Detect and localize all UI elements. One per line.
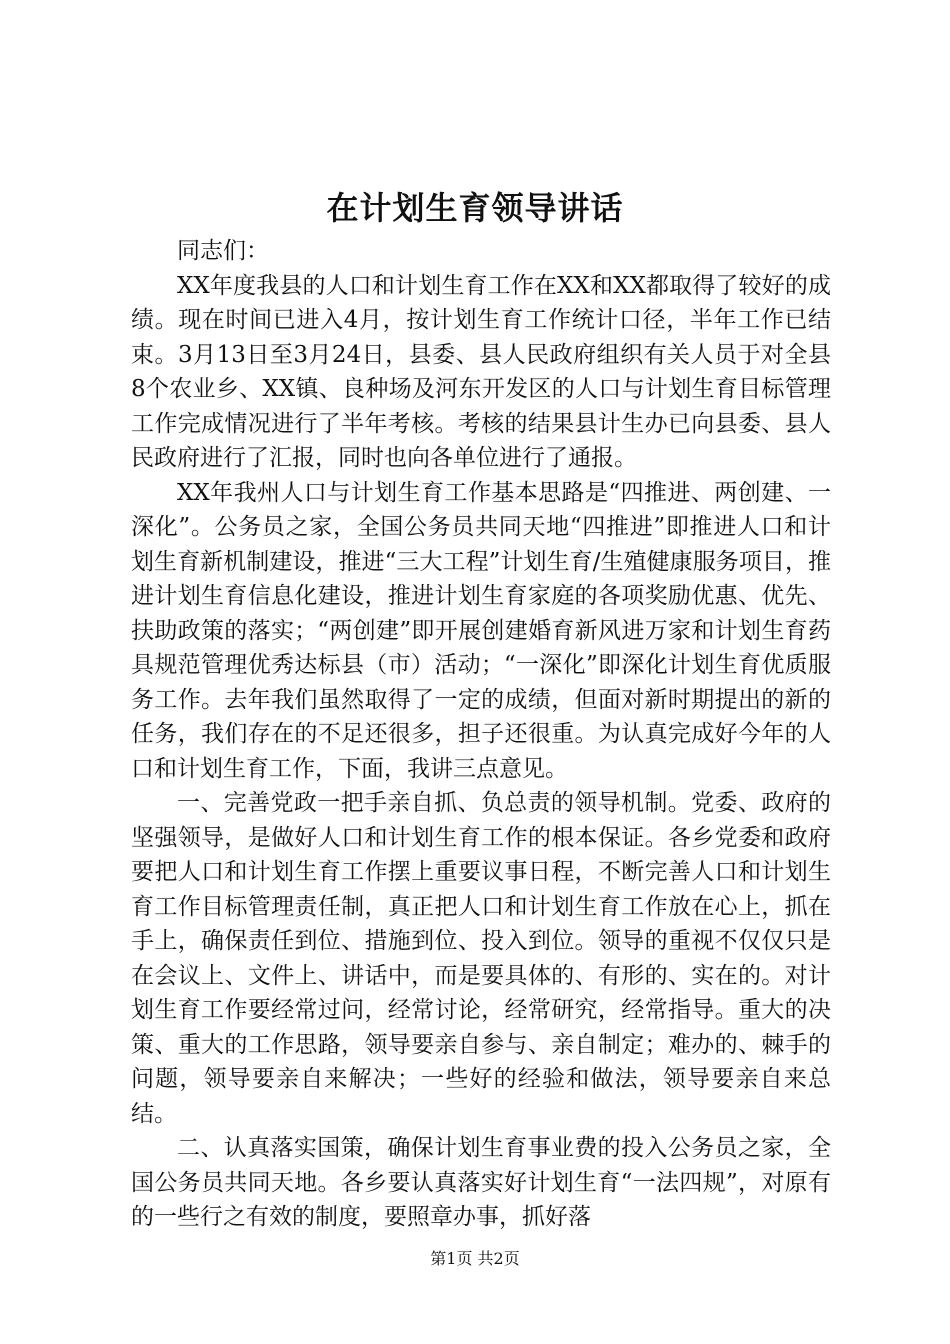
- body-paragraph: XX年我州人口与计划生育工作基本思路是“四推进、两创建、一深化”。公务员之家，全国公务员共同天地“四推进”即推进人口和计划生育新机制建设，推进“三大工程”计划生育/生殖健康服务项目，推进计划生育信息化建设，推进计划生育家庭的各项奖励优惠、优先、扶助政策的落实；“两创建”即开展创建婚育新风进万家和计划生育药具规范管理优秀达标县（市）活动；“一深化”即深化计划生育优质服务工作。去年我们虽然取得了一定的成绩，但面对新时期提出的新的任务，我们存在的不足还很多，担子还很重。为认真完成好今年的人口和计划生育工作，下面，我讲三点意见。: [131, 479, 831, 782]
- salutation-paragraph: 同志们：: [177, 238, 269, 264]
- page-number-footer: 第1页 共2页: [430, 1249, 520, 1268]
- document-title: 在计划生育领导讲话: [326, 189, 624, 227]
- body-paragraph: 一、完善党政一把手亲自抓、负总责的领导机制。党委、政府的坚强领导，是做好人口和计划生育工作的根本保证。各乡党委和政府要把人口和计划生育工作摆上重要议事日程，不断完善人口和计划生育工作目标管理责任制，真正把人口和计划生育工作放在心上，抓在手上，确保责任到位、措施到位、投入到位。领导的重视不仅仅只是在会议上、文件上、讲话中，而是要具体的、有形的、实在的。对计划生育工作要经常过问，经常讨论，经常研究，经常指导。重大的决策、重大的工作思路，领导要亲自参与、亲自制定；难办的、棘手的问题，领导要亲自来解决；一些好的经验和做法，领导要亲自来总结。: [131, 790, 831, 1127]
- body-paragraph: XX年度我县的人口和计划生育工作在XX和XX都取得了较好的成绩。现在时间已进入4月，按计划生育工作统计口径，半年工作已结束。3月13日至3月24日，县委、县人民政府组织有关人员于对全县8个农业乡、XX镇、良种场及河东开发区的人口与计划生育目标管理工作完成情况进行了半年考核。考核的结果县计生办已向县委、县人民政府进行了汇报，同时也向各单位进行了通报。: [131, 272, 831, 471]
- body-paragraph: 二、认真落实国策，确保计划生育事业费的投入公务员之家，全国公务员共同天地。各乡要认真落实好计划生育“一法四规”，对原有的一些行之有效的制度，要照章办事，抓好落: [131, 1135, 831, 1230]
- document-body: [131, 234, 831, 1235]
